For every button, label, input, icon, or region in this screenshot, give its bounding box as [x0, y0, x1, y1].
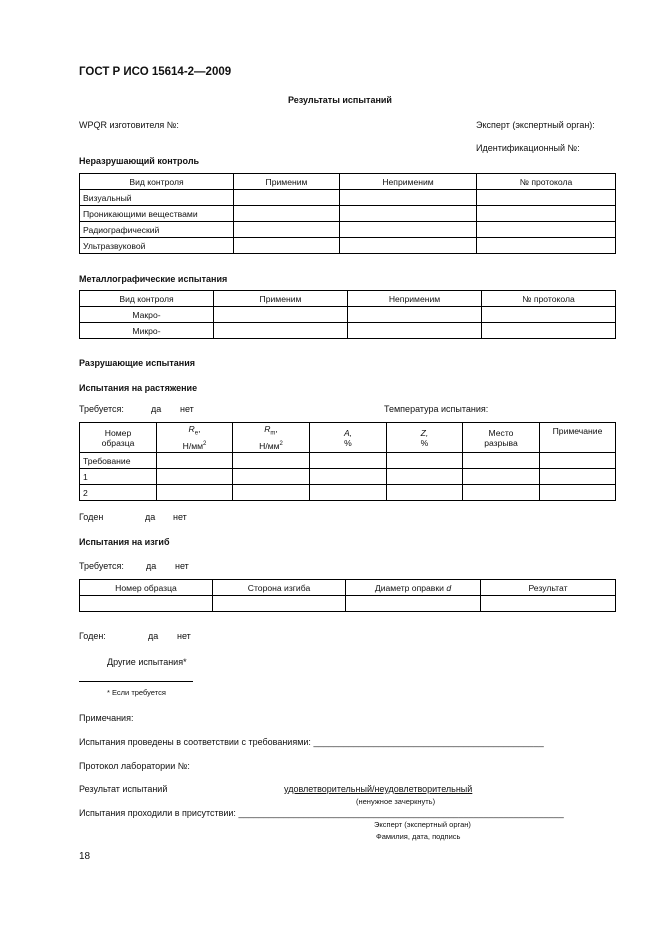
z-symbol: Z, [420, 427, 429, 438]
standard-number: ГОСТ Р ИСО 15614-2—2009 [79, 66, 232, 78]
tensile-fit-yes[interactable]: да [145, 512, 156, 522]
tensile-header-row [80, 423, 616, 453]
bend-col-side: Сторона изгиба [213, 580, 346, 596]
lab-protocol-label: Протокол лаборатории №: [79, 761, 190, 771]
bend-section-title: Испытания на изгиб [79, 537, 170, 547]
metal-header-row [80, 291, 616, 307]
table-cell [348, 323, 482, 339]
tensile-col-z [387, 423, 463, 453]
table-cell [214, 323, 348, 339]
destructive-section-title: Разрушающие испытания [79, 358, 195, 368]
place-l2: разрыва [484, 437, 518, 448]
bend-col-result: Результат [481, 580, 616, 596]
table-cell [310, 453, 387, 469]
table-cell [346, 596, 481, 612]
table-cell [477, 222, 616, 238]
rm-unit: Н/мм [259, 440, 280, 451]
table-cell [387, 453, 463, 469]
table-cell [463, 453, 540, 469]
ndt-col-protocol: № протокола [477, 174, 616, 190]
table-row [80, 206, 616, 222]
table-row [80, 485, 616, 501]
bend-fit-yes[interactable]: да [148, 631, 159, 641]
ndt-section-title: Неразрушающий контроль [79, 156, 200, 166]
presence-label [79, 808, 564, 818]
tensile-fit-no[interactable]: нет [173, 512, 187, 522]
conducted-label [79, 737, 544, 747]
bend-required-yes[interactable]: да [146, 561, 157, 571]
a-symbol: A, [343, 427, 353, 438]
tensile-col-rm [233, 423, 310, 453]
table-cell [340, 222, 477, 238]
page-number: 18 [79, 851, 91, 862]
tensile-col-a [310, 423, 387, 453]
z-unit: % [420, 437, 429, 448]
tensile-col-re [157, 423, 233, 453]
conducted-text: Испытания проведены в соответствии с требованиями: [79, 737, 311, 747]
bend-table [79, 579, 616, 612]
table-cell [540, 469, 616, 485]
footnote: * Если требуется [107, 688, 166, 697]
table-cell [214, 307, 348, 323]
table-cell [157, 453, 233, 469]
metal-section-title: Металлографические испытания [79, 274, 228, 284]
table-cell [340, 206, 477, 222]
tensile-row-label: 2 [80, 485, 157, 501]
tensile-table [79, 422, 616, 501]
metal-table [79, 290, 616, 339]
tensile-required-label: Требуется: [79, 404, 124, 414]
table-cell [233, 453, 310, 469]
ndt-col-type: Вид контроля [80, 174, 234, 190]
table-cell [540, 453, 616, 469]
bend-required-label: Требуется: [79, 561, 124, 571]
bend-col-mandrel-label: Диаметр оправки [374, 582, 444, 593]
table-cell [233, 485, 310, 501]
place-l1: Место [488, 427, 514, 438]
tensile-col-number-l2: образца [101, 437, 135, 448]
table-cell [477, 190, 616, 206]
table-cell [463, 469, 540, 485]
table-cell [340, 238, 477, 254]
rm-suffix: , [275, 424, 278, 435]
rm-symbol: R [264, 424, 271, 435]
conducted-line[interactable]: ______________________________________________ [313, 737, 544, 747]
table-cell [80, 596, 213, 612]
table-cell [348, 307, 482, 323]
bend-col-mandrel [346, 580, 481, 596]
bend-header-row [80, 580, 616, 596]
re-power: 2 [203, 440, 207, 447]
test-result-hint: (ненужное зачеркнуть) [356, 797, 436, 806]
tensile-col-note: Примечание [540, 423, 616, 453]
page-title: Результаты испытаний [288, 95, 392, 105]
re-suffix: , [198, 424, 201, 435]
bend-col-number: Номер образца [80, 580, 213, 596]
table-cell [387, 469, 463, 485]
presence-line[interactable]: _________________________________________________________________ [238, 808, 564, 818]
test-result-label: Результат испытаний [79, 784, 168, 794]
tensile-section-title: Испытания на растяжение [79, 383, 198, 393]
tensile-row-label: 1 [80, 469, 157, 485]
tensile-fit-label: Годен [79, 512, 104, 522]
expert-caption: Эксперт (экспертный орган) [374, 820, 471, 829]
table-cell [463, 485, 540, 501]
table-cell [482, 323, 616, 339]
table-cell [387, 485, 463, 501]
re-symbol: R [188, 424, 195, 435]
table-cell [310, 469, 387, 485]
table-cell [234, 238, 340, 254]
metal-col-applicable: Применим [214, 291, 348, 307]
wpqr-label: WPQR изготовителя №: [79, 120, 179, 130]
expert-label: Эксперт (экспертный орган): [476, 120, 595, 130]
tensile-col-number [80, 423, 157, 453]
table-cell [234, 222, 340, 238]
table-row [80, 238, 616, 254]
test-temperature-label: Температура испытания: [384, 404, 489, 414]
table-row [80, 323, 616, 339]
bend-fit-label: Годен: [79, 631, 106, 641]
re-unit: Н/мм [182, 440, 204, 451]
ndt-table [79, 173, 616, 254]
rm-power: 2 [279, 440, 283, 447]
tensile-col-number-l1: Номер [104, 427, 132, 438]
table-cell [482, 307, 616, 323]
table-cell [340, 190, 477, 206]
tensile-required-yes[interactable]: да [151, 404, 162, 414]
ndt-row-label: Визуальный [80, 190, 234, 206]
table-cell [157, 485, 233, 501]
table-cell [234, 206, 340, 222]
metal-row-label: Макро- [80, 307, 214, 323]
other-tests-label: Другие испытания* [107, 657, 187, 667]
ndt-col-applicable: Применим [234, 174, 340, 190]
table-row [80, 307, 616, 323]
bend-fit-no[interactable]: нет [177, 631, 191, 641]
ndt-col-not-applicable: Неприменим [340, 174, 477, 190]
mandrel-symbol: d [446, 582, 452, 593]
table-cell [481, 596, 616, 612]
re-subscript: e [194, 430, 199, 437]
bend-required-no[interactable]: нет [175, 561, 189, 571]
rm-subscript: m [270, 430, 276, 437]
ndt-row-label: Проникающими веществами [80, 206, 234, 222]
footnote-divider [79, 681, 193, 682]
test-result-value[interactable]: удовлетворительный/неудовлетворительный [284, 784, 473, 794]
table-cell [234, 190, 340, 206]
tensile-required-no[interactable]: нет [180, 404, 194, 414]
table-cell [157, 469, 233, 485]
ndt-row-label: Ультразвуковой [80, 238, 234, 254]
tensile-row-label: Требование [80, 453, 157, 469]
signature-caption: Фамилия, дата, подпись [376, 832, 461, 841]
table-row [80, 469, 616, 485]
table-row [80, 190, 616, 206]
notes-label: Примечания: [79, 713, 134, 723]
table-cell [477, 238, 616, 254]
table-cell [477, 206, 616, 222]
metal-col-not-applicable: Неприменим [348, 291, 482, 307]
table-row [80, 222, 616, 238]
metal-row-label: Микро- [80, 323, 214, 339]
ndt-header-row [80, 174, 616, 190]
tensile-col-place [463, 423, 540, 453]
metal-col-protocol: № протокола [482, 291, 616, 307]
metal-col-type: Вид контроля [80, 291, 214, 307]
table-cell [310, 485, 387, 501]
ndt-row-label: Радиографический [80, 222, 234, 238]
presence-text: Испытания проходили в присутствии: [79, 808, 236, 818]
table-cell [213, 596, 346, 612]
table-cell [540, 485, 616, 501]
identification-label: Идентификационный №: [476, 143, 580, 153]
table-row [80, 596, 616, 612]
a-unit: % [344, 437, 352, 448]
table-row [80, 453, 616, 469]
table-cell [233, 469, 310, 485]
